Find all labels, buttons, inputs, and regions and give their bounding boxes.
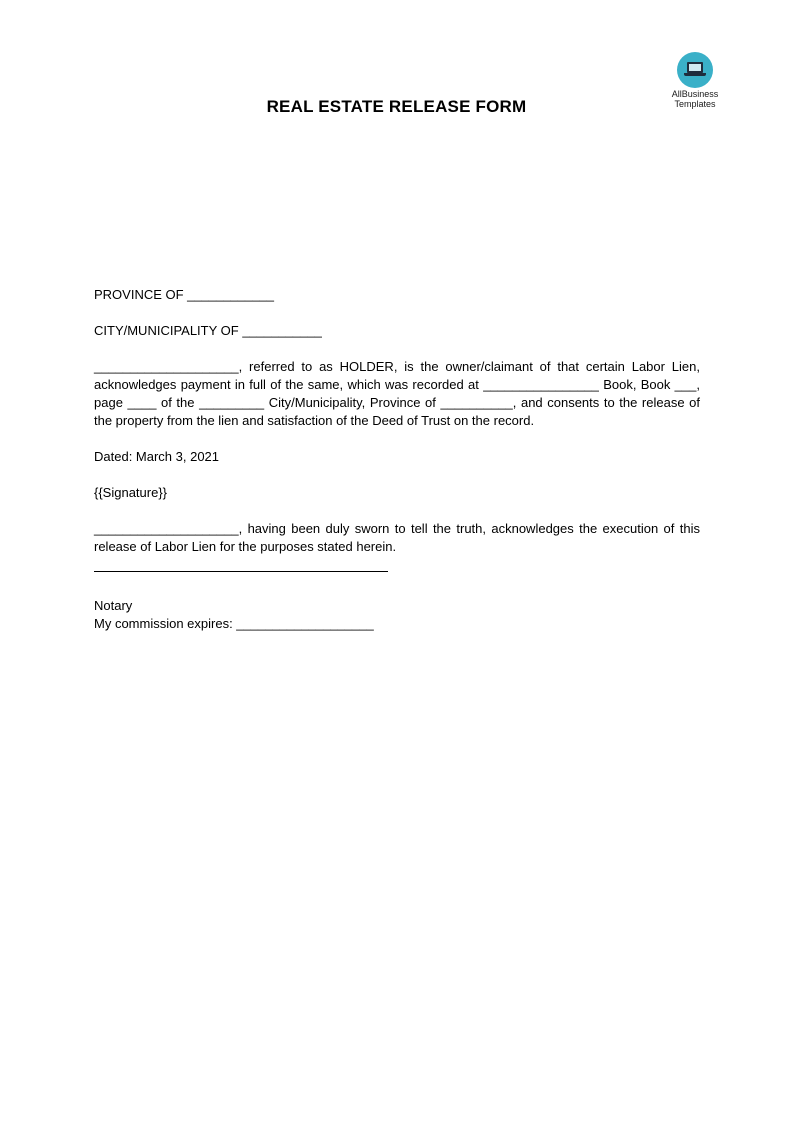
sworn-paragraph: ____________________, having been duly sworn to tell the truth, acknowledges the execution of this release of Labor Lien for the purposes stated herein. <box>94 521 700 554</box>
document-title: REAL ESTATE RELEASE FORM <box>266 97 527 116</box>
laptop-icon <box>677 52 713 88</box>
notary-label: Notary <box>94 598 133 613</box>
dated-line: Dated: March 3, 2021 <box>94 449 220 464</box>
signature-placeholder: {{Signature}} <box>94 485 168 500</box>
logo-text-line1: AllBusiness <box>671 89 719 99</box>
city-field: CITY/MUNICIPALITY OF ___________ <box>94 323 322 338</box>
logo-text-line2: Templates <box>674 99 716 109</box>
document-body <box>94 286 700 633</box>
notary-signature-line <box>94 570 388 572</box>
holder-paragraph: ____________________, referred to as HOLDER, is the owner/claimant of that certain Labor Lien, acknowledges payment in full of the same, which was recorded at ________________ Book, Book ___, page ____ of the _________ City/Municipality, Province of __________, and consents to the release of the property from the lien and satisfaction of the Deed of Trust on the record. <box>94 359 700 428</box>
province-field: PROVINCE OF ____________ <box>94 287 274 302</box>
commission-expires-field: My commission expires: ___________________ <box>94 616 374 631</box>
